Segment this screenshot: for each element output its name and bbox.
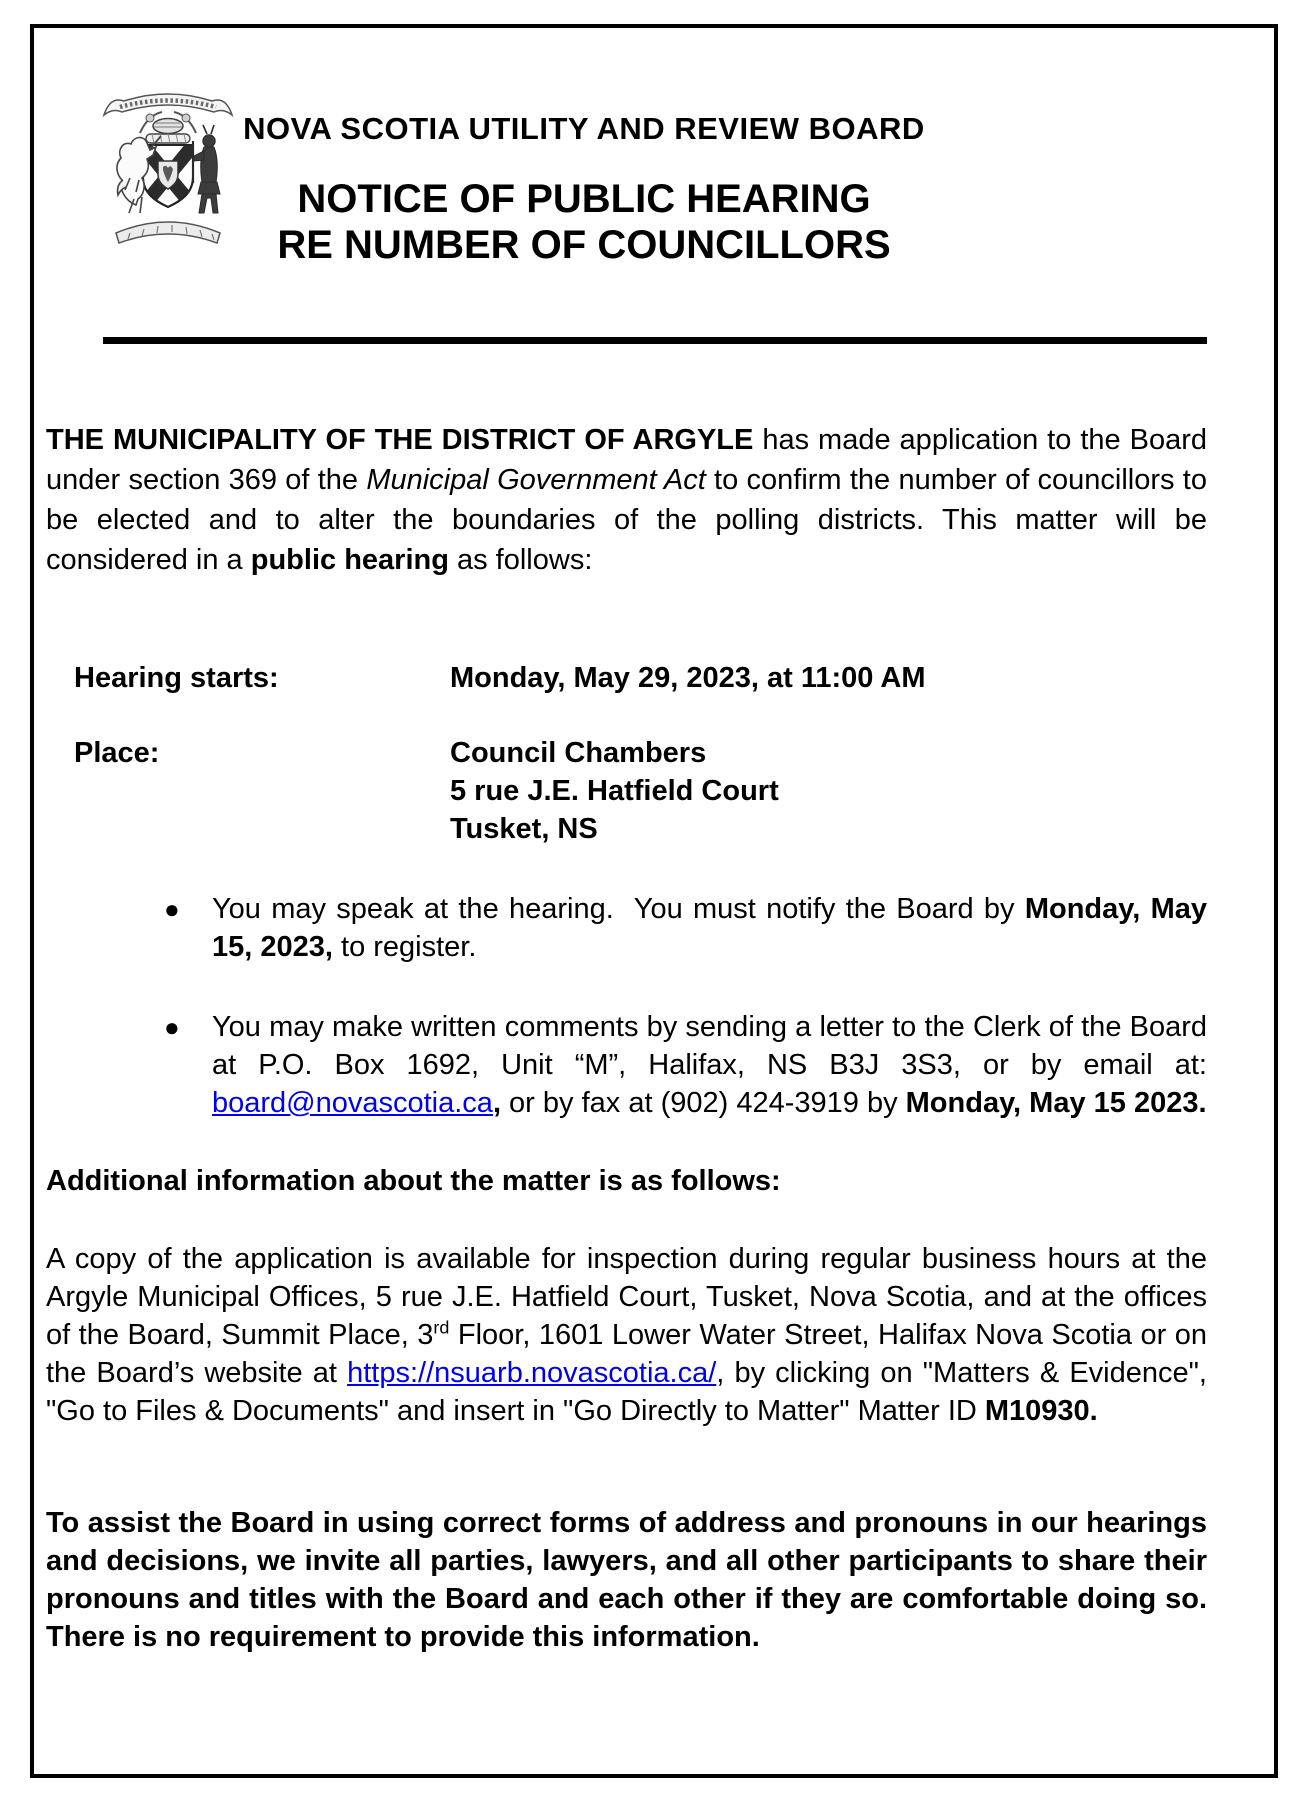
intro-paragraph — [46, 420, 1207, 580]
hearing-starts-label: Hearing starts: — [74, 662, 279, 694]
place-line: Tusket, NS — [450, 813, 598, 845]
place-line: 5 rue J.E. Hatfield Court — [450, 775, 779, 807]
header-titles — [34, 112, 1134, 268]
notice-title-line2: RE NUMBER OF COUNCILLORS — [277, 223, 891, 267]
act-name-italic: Municipal Government Act — [366, 464, 706, 496]
bullet-icon: ● — [164, 1012, 180, 1042]
place-label: Place: — [74, 737, 160, 769]
application-copy-paragraph — [46, 1240, 1207, 1430]
board-website-link[interactable]: https://nsuarb.novascotia.ca/ — [347, 1357, 717, 1389]
bullet-segment: or by fax at (902) 424-3919 by — [501, 1087, 906, 1119]
comments-deadline-bold: Monday, May 15 2023. — [905, 1087, 1207, 1119]
notice-document — [34, 28, 1274, 1774]
bullet-segment: You may speak at the hearing. You must notify the Board by — [212, 893, 1025, 925]
bullet-speak-text — [212, 890, 1207, 966]
hearing-starts-row — [74, 658, 1207, 698]
place-address — [450, 734, 1207, 848]
notice-title-line1: NOTICE OF PUBLIC HEARING — [297, 177, 871, 221]
intro-segment: as follows: — [448, 544, 593, 576]
board-email-link[interactable]: board@novascotia.ca — [212, 1087, 493, 1119]
header-divider — [103, 337, 1207, 344]
bullet-icon: ● — [164, 894, 180, 924]
intro-lead-bold: THE MUNICIPALITY OF THE DISTRICT OF ARGYLE — [46, 424, 754, 456]
bullet-comments-text — [212, 1008, 1207, 1122]
matter-id: M10930. — [984, 1395, 1098, 1427]
bullet-segment: You may make written comments by sending a letter to the Clerk of the Board at P.O. Box 1692, Unit “M”, Halifax, NS B3J 3S3, or by email at: — [212, 1011, 1207, 1081]
additional-info-heading: Additional information about the matter is as follows: — [46, 1165, 781, 1197]
place-row — [74, 734, 1207, 848]
register-deadline-bold: Monday, May 15, 2023, — [212, 893, 1207, 963]
bullet-segment: to register. — [332, 931, 477, 963]
bullet-written-comments — [164, 1008, 1207, 1122]
bullet-speak — [164, 890, 1207, 966]
pronouns-paragraph: To assist the Board in using correct forms of address and pronouns in our hearings and decisions, we invite all parties, lawyers, and all other participants to share their pronouns and titles with the Board and each other if they are comfortable doing so. There is no requirement to provide this information. — [46, 1507, 1207, 1653]
org-title: NOVA SCOTIA UTILITY AND REVIEW BOARD — [243, 111, 925, 146]
bold-comma: , — [492, 1087, 501, 1119]
document-header — [34, 28, 1274, 344]
hearing-starts-value: Monday, May 29, 2023, at 11:00 AM — [450, 662, 926, 694]
copy-segment: A copy of the application is available for inspection during regular business hours at the Argyle Municipal Offices, 5 rue J.E. Hatfield Court, Tusket, Nova Scotia, and at the offices of the Board, Summit Place, 3 — [46, 1243, 1207, 1351]
public-hearing-bold: public hearing — [250, 544, 449, 576]
copy-segment: Floor, 1601 Lower Water Street, Halifax Nova Scotia or on the Board’s website at — [46, 1319, 1207, 1389]
copy-segment: , by clicking on "Matters & Evidence", "Go to Files & Documents" and insert in "Go Directly to Matter" Matter ID — [46, 1357, 1207, 1427]
intro-segment: to confirm the number of councillors to be elected and to alter the boundaries of the polling districts. This matter will be considered in a — [46, 464, 1207, 576]
intro-segment: has made application to the Board under section 369 of the — [46, 424, 1207, 496]
ordinal-superscript: rd — [433, 1317, 450, 1338]
place-line: Council Chambers — [450, 737, 707, 769]
